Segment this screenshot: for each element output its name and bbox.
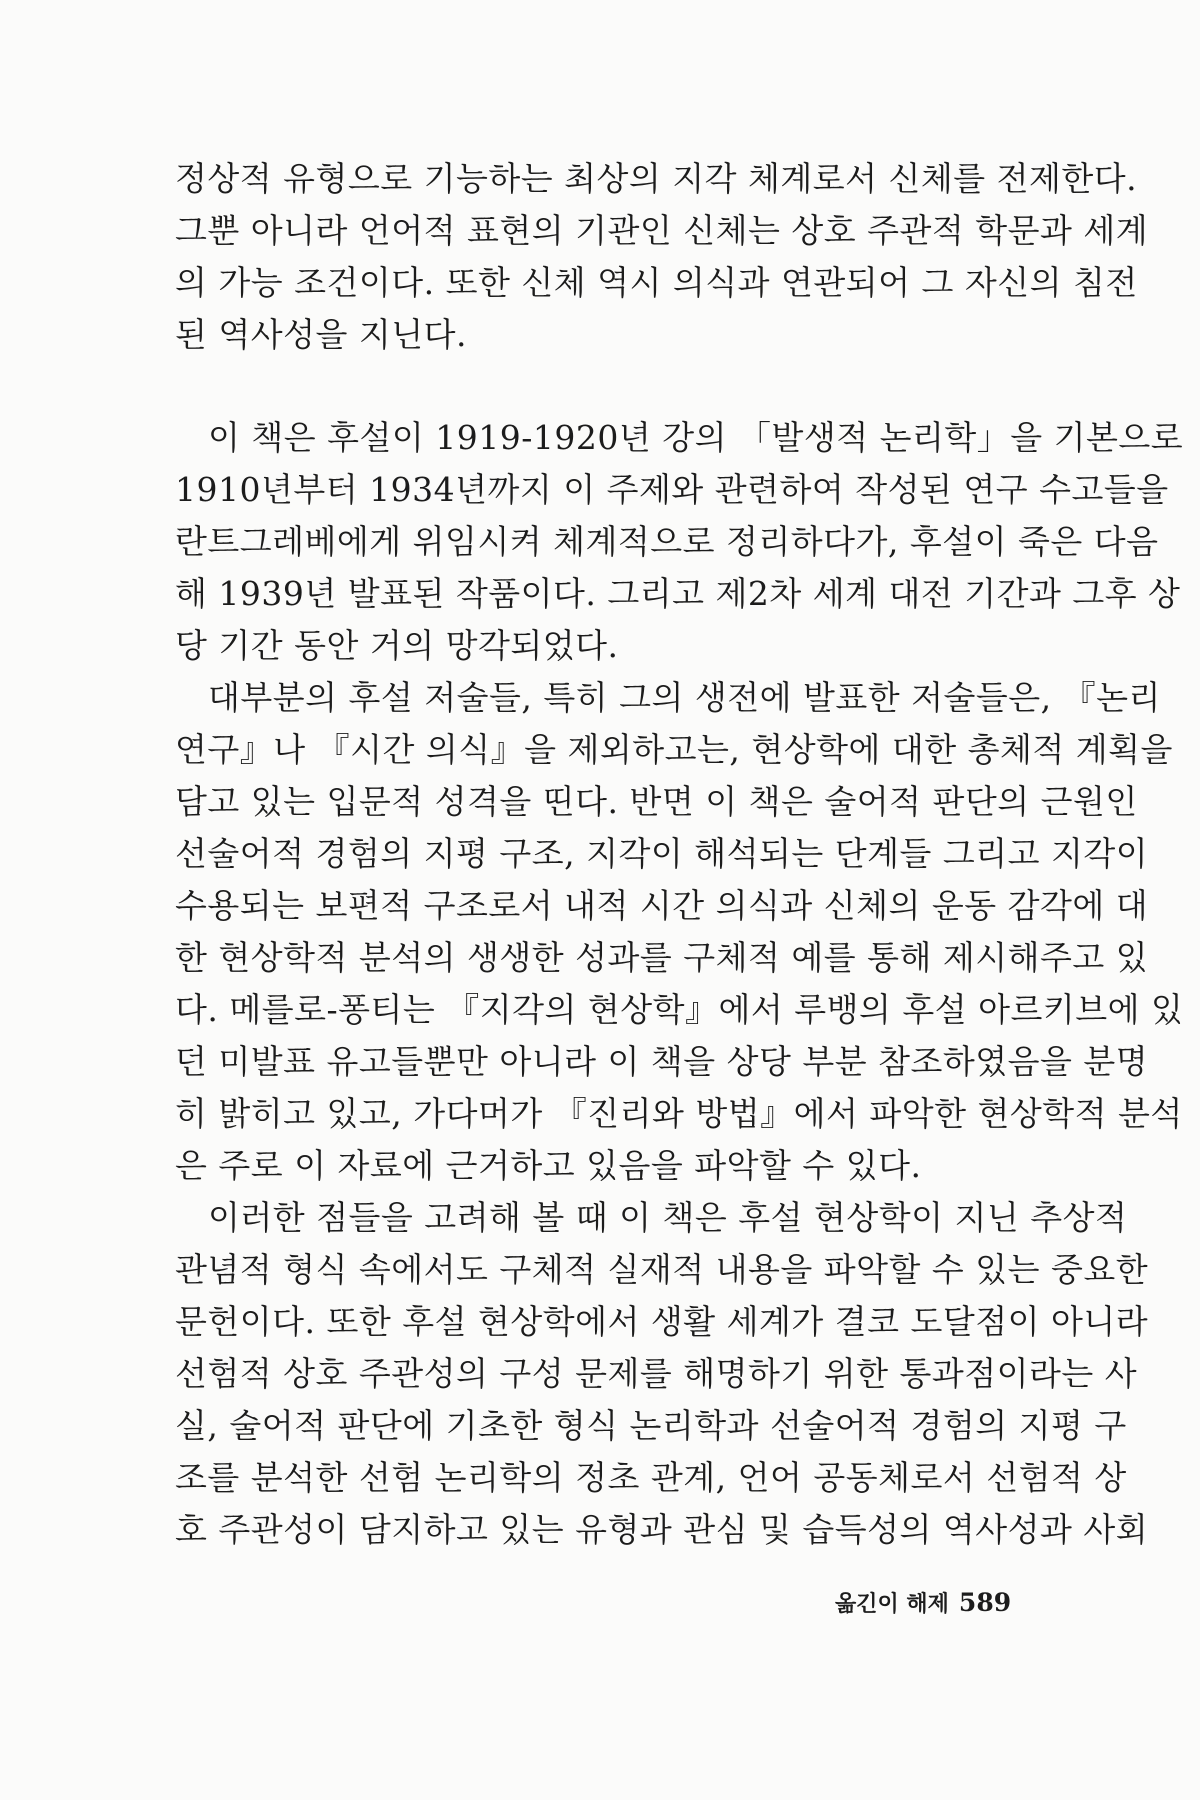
- text-line: 던 미발표 유고들뿐만 아니라 이 책을 상당 부분 참조하였음을 분명: [175, 1042, 1149, 1081]
- text-line: 조를 분석한 선험 논리학의 정초 관계, 언어 공동체로서 선험적 상: [175, 1458, 1127, 1497]
- text-line: 수용되는 보편적 구조로서 내적 시간 의식과 신체의 운동 감각에 대: [175, 886, 1149, 925]
- text-line: 문헌이다. 또한 후설 현상학에서 생활 세계가 결코 도달점이 아니라: [175, 1302, 1149, 1341]
- text-line: 해 1939년 발표된 작품이다. 그리고 제2차 세계 대전 기간과 그후 상: [175, 574, 1181, 613]
- text-line: 이러한 점들을 고려해 볼 때 이 책은 후설 현상학이 지닌 추상적: [208, 1198, 1128, 1237]
- text-line: 된 역사성을 지닌다.: [175, 315, 467, 354]
- text-line: 정상적 유형으로 기능하는 최상의 지각 체계로서 신체를 전제한다.: [175, 159, 1138, 198]
- text-line: 관념적 형식 속에서도 구체적 실재적 내용을 파악할 수 있는 중요한: [175, 1250, 1149, 1289]
- text-line: 란트그레베에게 위임시켜 체계적으로 정리하다가, 후설이 죽은 다음: [175, 522, 1159, 561]
- text-line: 한 현상학적 분석의 생생한 성과를 구체적 예를 통해 제시해주고 있: [175, 938, 1149, 977]
- text-line: 연구』나 『시간 의식』을 제외하고는, 현상학에 대한 총체적 계획을: [175, 730, 1173, 769]
- text-line: 그뿐 아니라 언어적 표현의 기관인 신체는 상호 주관적 학문과 세계: [175, 211, 1149, 250]
- text-line: 대부분의 후설 저술들, 특히 그의 생전에 발표한 저술들은, 『논리: [208, 678, 1161, 717]
- text-line: 당 기간 동안 거의 망각되었다.: [175, 626, 619, 665]
- text-line: 이 책은 후설이 1919-1920년 강의 「발생적 논리학」을 기본으로: [208, 418, 1184, 457]
- text-line: 선험적 상호 주관성의 구성 문제를 해명하기 위한 통과점이라는 사: [175, 1354, 1138, 1393]
- running-footer-title: 옮긴이 해제: [835, 1592, 949, 1617]
- text-line: 다. 메를로-퐁티는 『지각의 현상학』에서 루뱅의 후설 아르키브에 있: [175, 990, 1184, 1029]
- text-line: 은 주로 이 자료에 근거하고 있음을 파악할 수 있다.: [175, 1146, 922, 1185]
- page-number: 589: [958, 1588, 1012, 1617]
- text-line: 히 밝히고 있고, 가다머가 『진리와 방법』에서 파악한 현상학적 분석: [175, 1094, 1183, 1133]
- text-line: 담고 있는 입문적 성격을 띤다. 반면 이 책은 술어적 판단의 근원인: [175, 782, 1138, 821]
- page-footer: [835, 1587, 1055, 1621]
- text-line: 호 주관성이 담지하고 있는 유형과 관심 및 습득성의 역사성과 사회: [175, 1510, 1149, 1549]
- text-line: 선술어적 경험의 지평 구조, 지각이 해석되는 단계들 그리고 지각이: [175, 834, 1149, 873]
- text-line: 1910년부터 1934년까지 이 주제와 관련하여 작성된 연구 수고들을: [175, 470, 1169, 509]
- text-line: 의 가능 조건이다. 또한 신체 역시 의식과 연관되어 그 자신의 침전: [175, 263, 1138, 302]
- text-line: 실, 술어적 판단에 기초한 형식 논리학과 선술어적 경험의 지평 구: [175, 1406, 1127, 1445]
